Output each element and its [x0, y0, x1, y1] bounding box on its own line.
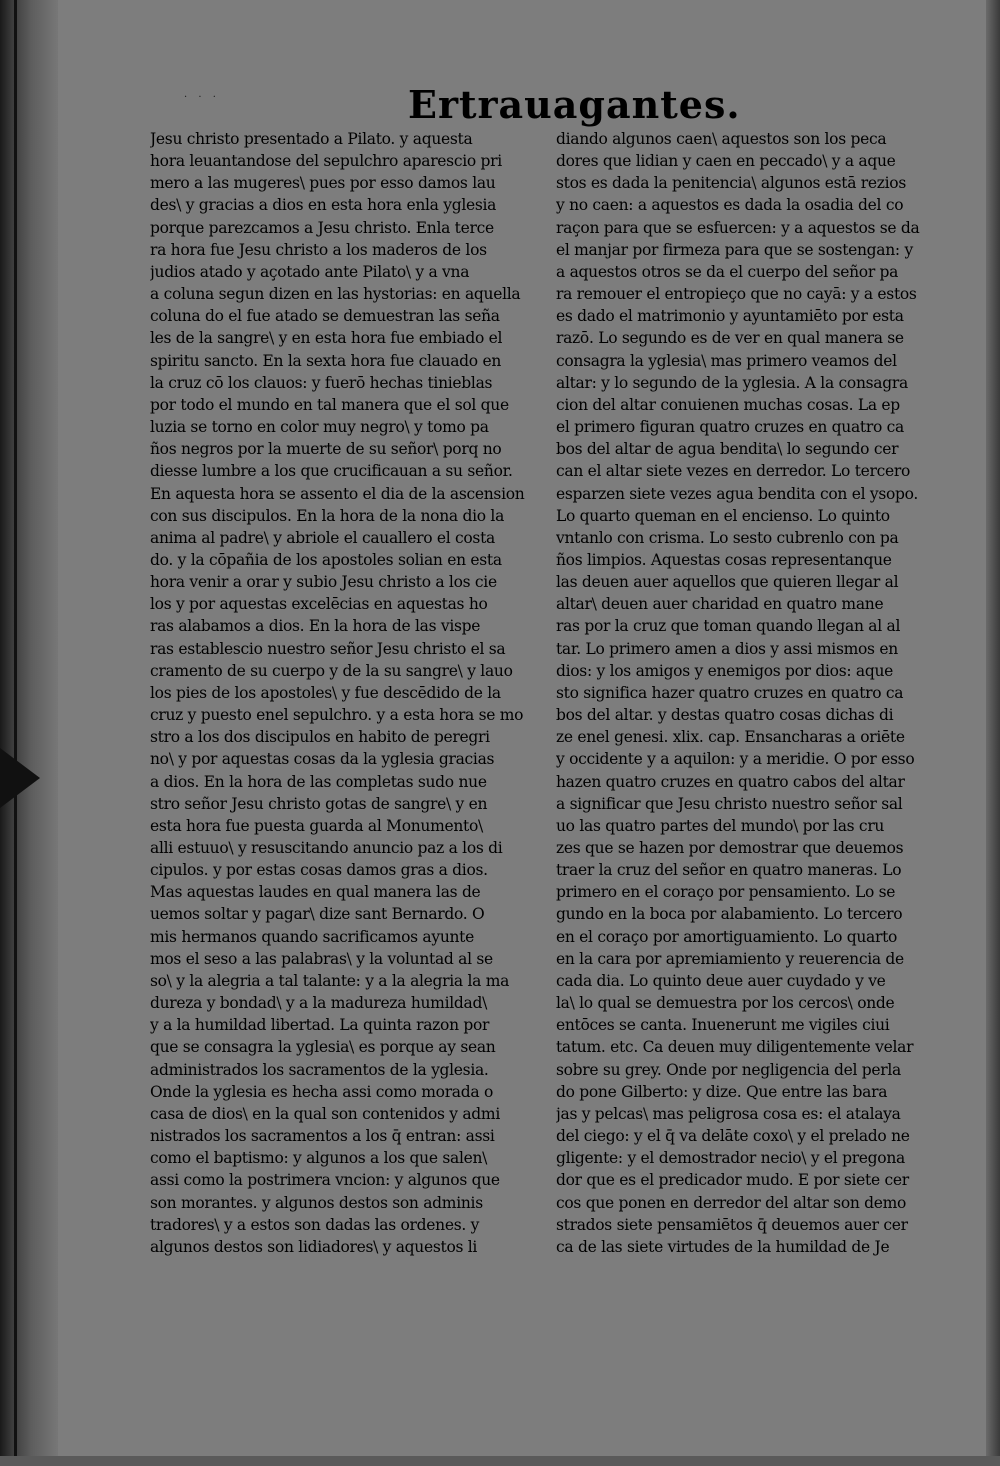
page-bottom-edge	[0, 1456, 1000, 1466]
text-line: uemos soltar y pagar\ dize sant Bernardo. O	[150, 905, 485, 924]
text-line: can el altar siete vezes en derredor. Lo tercero	[556, 462, 910, 481]
text-line: nistrados los sacramentos a los q̄ entran: assi	[150, 1127, 495, 1146]
text-line: a coluna segun dizen en las hystorias: en aquella	[150, 285, 521, 304]
text-line: en la cara por apremiamiento y reuerencia de	[556, 949, 904, 968]
text-line: cada dia. Lo quinto deue auer cuydado y ve	[556, 971, 886, 990]
text-line: hora venir a orar y subio Jesu christo a los cie	[150, 573, 497, 592]
text-line: gligente: y el demostrador necio\ y el pregona	[556, 1149, 905, 1168]
text-line: hora leuantandose del sepulchro aparescio pri	[150, 152, 502, 171]
text-line: stos es dada la penitencia\ algunos estā rezios	[556, 174, 906, 193]
text-line: altar: y lo segundo de la yglesia. A la consagra	[556, 373, 908, 392]
binding-stripe	[14, 0, 17, 1466]
text-line: les de la sangre\ y en esta hora fue embiado el	[150, 329, 503, 348]
text-line: assi como la postrimera vncion: y algunos que	[150, 1171, 500, 1190]
text-line: ños limpios. Aquestas cosas representanque	[556, 550, 892, 569]
text-line: ze enel genesi. xlix. cap. Ensancharas a oriēte	[556, 728, 905, 747]
text-line: gundo en la boca por alabamiento. Lo tercero	[556, 905, 903, 924]
text-line: algunos destos son lidiadores\ y aquestos li	[150, 1237, 478, 1256]
text-line: Jesu christo presentado a Pilato. y aquesta	[150, 130, 473, 148]
text-line: luzia se torno en color muy negro\ y tomo pa	[150, 418, 489, 437]
text-line: des\ y gracias a dios en esta hora enla yglesia	[150, 196, 497, 215]
text-line: el manjar por firmeza para que se sostengan: y	[556, 240, 913, 259]
text-line: ra hora fue Jesu christo a los maderos de los	[150, 240, 487, 259]
text-line: como el baptismo: y algunos a los que salen\	[150, 1149, 488, 1168]
text-line: por todo el mundo en tal manera que el sol que	[150, 395, 509, 414]
text-line: los y por aquestas excelēcias en aquestas ho	[150, 595, 488, 614]
text-line: esparzen siete vezes agua bendita con el ysopo.	[556, 484, 919, 503]
text-line: anima al padre\ y abriole el cauallero el costa	[150, 528, 495, 547]
text-line: y no caen: a aquestos es dada la osadia del co	[556, 196, 904, 215]
text-line: cos que ponen en derredor del altar son demo	[556, 1193, 907, 1212]
text-line: Mas aquestas laudes en qual manera las de	[150, 883, 481, 902]
text-line: la\ lo qual se demuestra por los cercos\ onde	[556, 994, 895, 1013]
text-line: stro a los dos discipulos en habito de peregri	[150, 728, 490, 747]
text-line: diando algunos caen\ aquestos son los peca	[556, 130, 887, 148]
text-line: altar\ deuen auer charidad en quatro mane	[556, 595, 884, 614]
text-line: tar. Lo primero amen a dios y assi mismos en	[556, 639, 898, 658]
text-line: diesse lumbre a los que crucificauan a su señor.	[150, 462, 513, 481]
text-line: cipulos. y por estas cosas damos gras a dios.	[150, 861, 488, 880]
text-line: tatum. etc. Ca deuen muy diligentemente velar	[556, 1038, 914, 1057]
text-line: ra remouer el entropieço que no cayā: y a estos	[556, 285, 917, 304]
text-line: las deuen auer aquellos que quieren llegar al	[556, 573, 899, 592]
text-line: do. y la cōpañia de los apostoles solian en esta	[150, 550, 502, 569]
text-line: con sus discipulos. En la hora de la nona dio la	[150, 506, 505, 525]
text-line: mos el seso a las palabras\ y la voluntad al se	[150, 949, 493, 968]
text-line: dureza y bondad\ y a la madureza humildad\	[150, 994, 487, 1013]
head-ornament: · · ·	[184, 92, 220, 103]
text-line: ras por la cruz que toman quando llegan al al	[556, 617, 901, 636]
text-line: los pies de los apostoles\ y fue descēdido de la	[150, 683, 501, 702]
text-line: del ciego: y el q̄ va delāte coxo\ y el prelado ne	[556, 1127, 910, 1146]
text-line: ras alabamos a dios. En la hora de las vispe	[150, 617, 481, 636]
text-line: so\ y la alegria a tal talante: y a la alegria la ma	[150, 971, 510, 990]
text-line: que se consagra la yglesia\ es porque ay sean	[150, 1038, 496, 1057]
text-line: primero en el coraço por pensamiento. Lo se	[556, 883, 896, 902]
text-line: cion del altar conuienen muchas cosas. La ep	[556, 395, 900, 414]
text-line: sto significa hazer quatro cruzes en quatro ca	[556, 683, 904, 702]
text-line: y occidente y a aquilon: y a meridie. O por esso	[556, 750, 915, 769]
text-line: cruz y puesto enel sepulchro. y a esta hora se mo	[150, 706, 524, 725]
text-line: jas y pelcas\ mas peligrosa cosa es: el atalaya	[556, 1104, 901, 1123]
text-line: traer la cruz del señor en quatro maneras. Lo	[556, 861, 902, 880]
text-line: vntanlo con crisma. Lo sesto cubrenlo con pa	[556, 528, 899, 547]
text-line: bos del altar de agua bendita\ lo segundo cer	[556, 440, 899, 459]
text-line: a dios. En la hora de las completas sudo nue	[150, 772, 487, 791]
text-line: alli estuuo\ y resuscitando anuncio paz a los di	[150, 839, 503, 857]
text-line: porque parezcamos a Jesu christo. Enla terce	[150, 218, 494, 237]
text-line: a significar que Jesu christo nuestro señor sal	[556, 794, 903, 813]
text-line: dores que lidian y caen en peccado\ y a aque	[556, 152, 896, 171]
text-line: administrados los sacramentos de la yglesia.	[150, 1060, 489, 1079]
text-line: En aquesta hora se assento el dia de la ascension	[150, 484, 525, 503]
text-line: tradores\ y a estos son dadas las ordenes. y	[150, 1215, 480, 1234]
text-line: no\ y por aquestas cosas da la yglesia gracias	[150, 750, 495, 769]
text-line: Lo quarto queman en el encienso. Lo quinto	[556, 506, 890, 525]
text-line: ras establescio nuestro señor Jesu christo el sa	[150, 639, 506, 658]
binding-notch	[0, 748, 40, 808]
text-line: mero a las mugeres\ pues por esso damos lau	[150, 174, 496, 193]
running-head: Ertrauagantes.	[408, 82, 741, 127]
text-line: uo las quatro partes del mundo\ por las cru	[556, 816, 885, 835]
page-right-edge	[986, 0, 1000, 1466]
text-line: casa de dios\ en la qual son contenidos y admi	[150, 1104, 500, 1123]
left-text-column	[150, 128, 548, 1280]
text-line: y a la humildad libertad. La quinta razon por	[150, 1016, 490, 1035]
text-line: entōces se canta. Inuenerunt me vigiles ciui	[556, 1016, 890, 1035]
text-line: Onde la yglesia es hecha assi como morada o	[150, 1082, 493, 1101]
text-line: stro señor Jesu christo gotas de sangre\ y en	[150, 794, 488, 813]
text-line: cramento de su cuerpo y de la su sangre\ y lauo	[150, 661, 513, 680]
text-line: el primero figuran quatro cruzes en quatro ca	[556, 418, 904, 437]
text-line: dor que es el predicador mudo. E por siete cer	[556, 1171, 909, 1190]
text-line: la cruz cō los clauos: y fuerō hechas tinieblas	[150, 373, 493, 392]
text-line: spiritu sancto. En la sexta hora fue clauado en	[150, 351, 502, 370]
text-line: sobre su grey. Onde por negligencia del perla	[556, 1060, 901, 1079]
text-line: hazen quatro cruzes en quatro cabos del altar	[556, 772, 905, 791]
text-line: raçon para que se esfuercen: y a aquestos se da	[556, 218, 920, 237]
text-line: mis hermanos quando sacrificamos ayunte	[150, 927, 474, 946]
text-line: do pone Gilberto: y dize. Que entre las bara	[556, 1082, 888, 1101]
text-line: son morantes. y algunos destos son adminis	[150, 1193, 483, 1212]
text-line: en el coraço por amortiguamiento. Lo quarto	[556, 927, 898, 946]
text-line: coluna do el fue atado se demuestran las seña	[150, 307, 500, 326]
text-line: esta hora fue puesta guarda al Monumento\	[150, 816, 483, 835]
text-line: zes que se hazen por demostrar que deuemos	[556, 839, 904, 857]
text-line: ños negros por la muerte de su señor\ porq no	[150, 440, 502, 459]
text-line: bos del altar. y destas quatro cosas dichas di	[556, 706, 894, 725]
text-line: a aquestos otros se da el cuerpo del señor pa	[556, 262, 899, 281]
text-line: consagra la yglesia\ mas primero veamos del	[556, 351, 897, 370]
text-line: razō. Lo segundo es de ver en qual manera se	[556, 329, 904, 348]
text-line: judios atado y açotado ante Pilato\ y a vna	[150, 262, 470, 281]
text-line: strados siete pensamiētos q̄ deuemos auer cer	[556, 1215, 908, 1234]
text-line: dios: y los amigos y enemigos por dios: aque	[556, 661, 894, 680]
text-line: es dado el matrimonio y ayuntamiēto por esta	[556, 307, 904, 326]
text-line: ca de las siete virtudes de la humildad de Je	[556, 1237, 890, 1256]
right-text-column	[556, 128, 958, 1280]
book-binding-edge	[0, 0, 58, 1466]
